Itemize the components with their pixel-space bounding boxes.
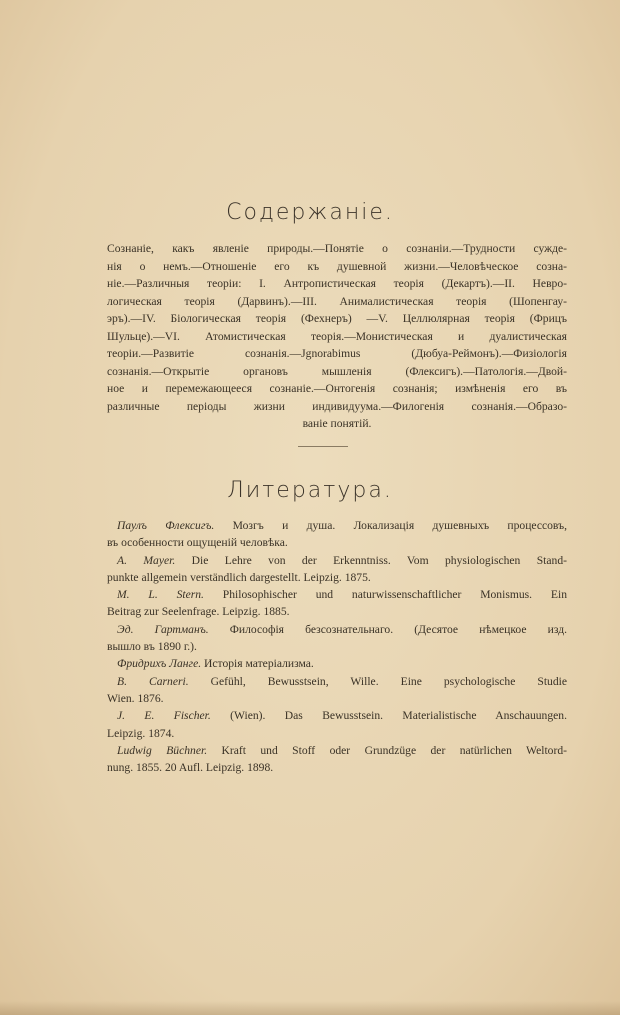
contents-heading: Содержаніе. [226, 200, 394, 225]
entry-line [107, 707, 567, 724]
entry-author: B. Carneri. [117, 674, 189, 688]
entry-text: Gefühl, Bewusstsein, Wille. Eine psychologische Studie [188, 674, 568, 688]
contents-line: теоріи.—Развитіе сознанія.—Jgnorabimus (Дюбуа-Реймонъ).—Физіологія [107, 347, 567, 360]
literature-entry [107, 552, 567, 587]
entry-line: Wien. 1876. [107, 691, 164, 705]
entry-text: (Wien). Das Bewusstsein. Materialistische Anschauungen. [210, 709, 567, 723]
contents-paragraph [107, 240, 567, 433]
literature-entry [107, 673, 567, 708]
entry-author: Фридрихъ Ланге. [117, 657, 202, 671]
entry-line: Beitrag zur Seelenfrage. Leipzig. 1885. [107, 605, 290, 619]
entry-text: Die Lehre von der Erkenntniss. Vom physiologischen Stand- [175, 553, 567, 567]
contents-line: нія о немъ.—Отношеніе его къ душевной жизни.—Человѣческое созна- [107, 259, 567, 273]
section-divider [298, 446, 348, 447]
literature-entry [107, 707, 567, 742]
entry-author: A. Mayer. [117, 553, 176, 567]
entry-author: M. L. Stern. [117, 588, 204, 602]
entry-author: Паулъ Флексигъ. [117, 519, 215, 532]
entry-text: Философія безсознательнаго. (Десятое нѣмецкое изд. [208, 622, 568, 636]
entry-line [107, 552, 567, 569]
entry-line [107, 517, 567, 534]
entry-line [107, 673, 567, 690]
contents-line: сознанія.—Открытіе органовъ мышленія (Флексигъ).—Патологія.—Двой- [107, 364, 567, 378]
contents-line: эръ).—IV. Біологическая теорія (Фехнеръ) —V. Целлюлярная теорія (Фрицъ [107, 312, 567, 325]
literature-heading: Литература. [227, 478, 393, 503]
entry-line [107, 655, 567, 672]
literature-entry [107, 517, 567, 552]
entry-text: Мозгъ и душа. Локализація душевныхъ процессовъ, [214, 519, 568, 532]
entry-line: nung. 1855. 20 Aufl. Leipzig. 1898. [107, 761, 274, 775]
entry-line: punkte allgemein verständlich dargestellt. Leipzig. 1875. [107, 570, 371, 584]
literature-entry [107, 742, 567, 777]
entry-line [107, 621, 567, 638]
entry-text: Kraft und Stoff oder Grundzüge der natürlichen Weltord- [207, 743, 567, 757]
entry-line [107, 586, 567, 603]
entry-line: Leipzig. 1874. [107, 726, 175, 740]
entry-text: Philosophischer und naturwissenschaftlicher Monismus. Ein [203, 588, 567, 602]
entry-line: въ особенности ощущеній человѣка. [107, 536, 288, 550]
entry-author: J. E. Fischer. [117, 709, 211, 723]
literature-entry [107, 586, 567, 621]
contents-line: различные періоды жизни индивидуума.—Филогенія сознанія.—Образо- [107, 399, 567, 413]
entry-author: Ludwig Büchner. [117, 743, 208, 757]
entry-text: Исторія матеріализма. [201, 657, 314, 671]
contents-line: ное и перемежающееся сознаніе.—Онтогенія сознанія; измѣненія его въ [107, 382, 567, 395]
literature-entry [107, 655, 567, 672]
contents-line: ваніе понятій. [302, 417, 372, 430]
literature-entry [107, 621, 567, 656]
entry-line: вышло въ 1890 г.). [107, 640, 197, 654]
literature-list [107, 517, 567, 776]
contents-line: логическая теорія (Дарвинъ).—III. Анималистическая теорія (Шопенгау- [107, 294, 567, 308]
entry-author: Эд. Гартманъ. [117, 622, 209, 636]
page-edge-shadow [0, 1001, 620, 1015]
contents-line: ніе.—Различныя теоріи: I. Антропистическая теорія (Декартъ).—II. Невро- [107, 277, 567, 290]
entry-line [107, 742, 567, 759]
contents-line: Сознаніе, какъ явленіе природы.—Понятіе о сознаніи.—Трудности сужде- [107, 242, 567, 255]
contents-line: Шульце).—VI. Атомистическая теорія.—Монистическая и дуалистическая [107, 329, 567, 343]
